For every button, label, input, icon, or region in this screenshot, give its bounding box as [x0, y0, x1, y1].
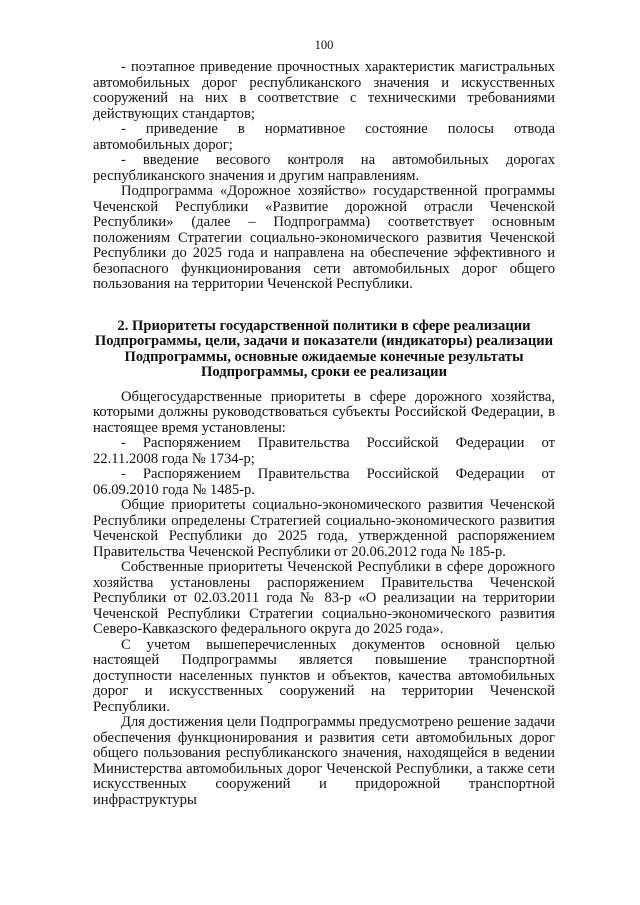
section-heading-line: Подпрограммы, основные ожидаемые конечные результаты — [124, 348, 524, 365]
paragraph-order-1485: - Распоряжением Правительства Российской Федерации от 06.09.2010 года № 1485-р. — [93, 466, 555, 498]
paragraph-goal-tasks: Для достижения цели Подпрограммы предусмотрено решение задачи обеспечения функционирования и развития сети автомобильных дорог общего пользования республиканского значения, находящейся в ведении Министерства автомобильных дорог Чеченской Республики, а также сети искусственных сооружений и придорожной транспортной инфраструктуры — [93, 714, 555, 808]
document-page — [93, 0, 555, 905]
paragraph-own-priorities: Собственные приоритеты Чеченской Республики в сфере дорожного хозяйства установлены распоряжением Правительства Чеченской Республики от 02.03.2011 года № 83-р «О реализации на территории Чеченской Республики Стратегии социально-экономического развития Северо-Кавказского федерального округа до 2025 года». — [93, 559, 555, 637]
paragraph-national-priorities: Общегосударственные приоритеты в сфере дорожного хозяйства, которыми должны руководствоваться субъекты Российской Федерации, в настоящее время установлены: — [93, 388, 555, 436]
paragraph-general-priorities: Общие приоритеты социально-экономического развития Чеченской Республики определены Стратегией социально-экономического развития Чеченской Республики до 2025 года, утвержденной распоряжением Правительства Чеченской Республики от 20.06.2012 года № 185-р. — [93, 497, 555, 560]
paragraph-weight-control: - введение весового контроля на автомобильных дорогах республиканского значения и другим направлениям. — [93, 152, 555, 184]
section-heading — [93, 319, 555, 381]
paragraph-strength-requirements: - поэтапное приведение прочностных характеристик магистральных автомобильных дорог республиканского значения и искусственных сооружений на них в соответствие с техническими требованиями действующих стандартов; — [93, 59, 555, 122]
document-content — [93, 60, 555, 808]
section-heading-line: 2. Приоритеты государственной политики в сфере реализации — [117, 317, 531, 334]
paragraph-order-1734: - Распоряжением Правительства Российской Федерации от 22.11.2008 года № 1734-р; — [93, 435, 555, 467]
page-number: 100 — [314, 38, 334, 52]
paragraph-subprogram-description: Подпрограмма «Дорожное хозяйство» государственной программы Чеченской Республики «Развитие дорожной отрасли Чеченской Республики» (далее – Подпрограмма) соответствует основным положениям Стратегии социально-экономического развития Чеченской Республики до 2025 года и направлена на обеспечение эффективного и безопасного функционирования сети автомобильных дорог общего пользования на территории Чеченской Республики. — [93, 183, 555, 292]
paragraph-right-of-way: - приведение в нормативное состояние полосы отвода автомобильных дорог; — [93, 121, 555, 153]
section-heading-line: Подпрограммы, сроки ее реализации — [200, 364, 447, 380]
paragraph-main-goal: С учетом вышеперечисленных документов основной целью настоящей Подпрограммы является повышение транспортной доступности населенных пунктов и объектов, качества автомобильных дорог и искусственных сооружений на территории Чеченской Республики. — [93, 636, 555, 715]
section-heading-line: Подпрограммы, цели, задачи и показатели (индикаторы) реализации — [94, 333, 554, 349]
